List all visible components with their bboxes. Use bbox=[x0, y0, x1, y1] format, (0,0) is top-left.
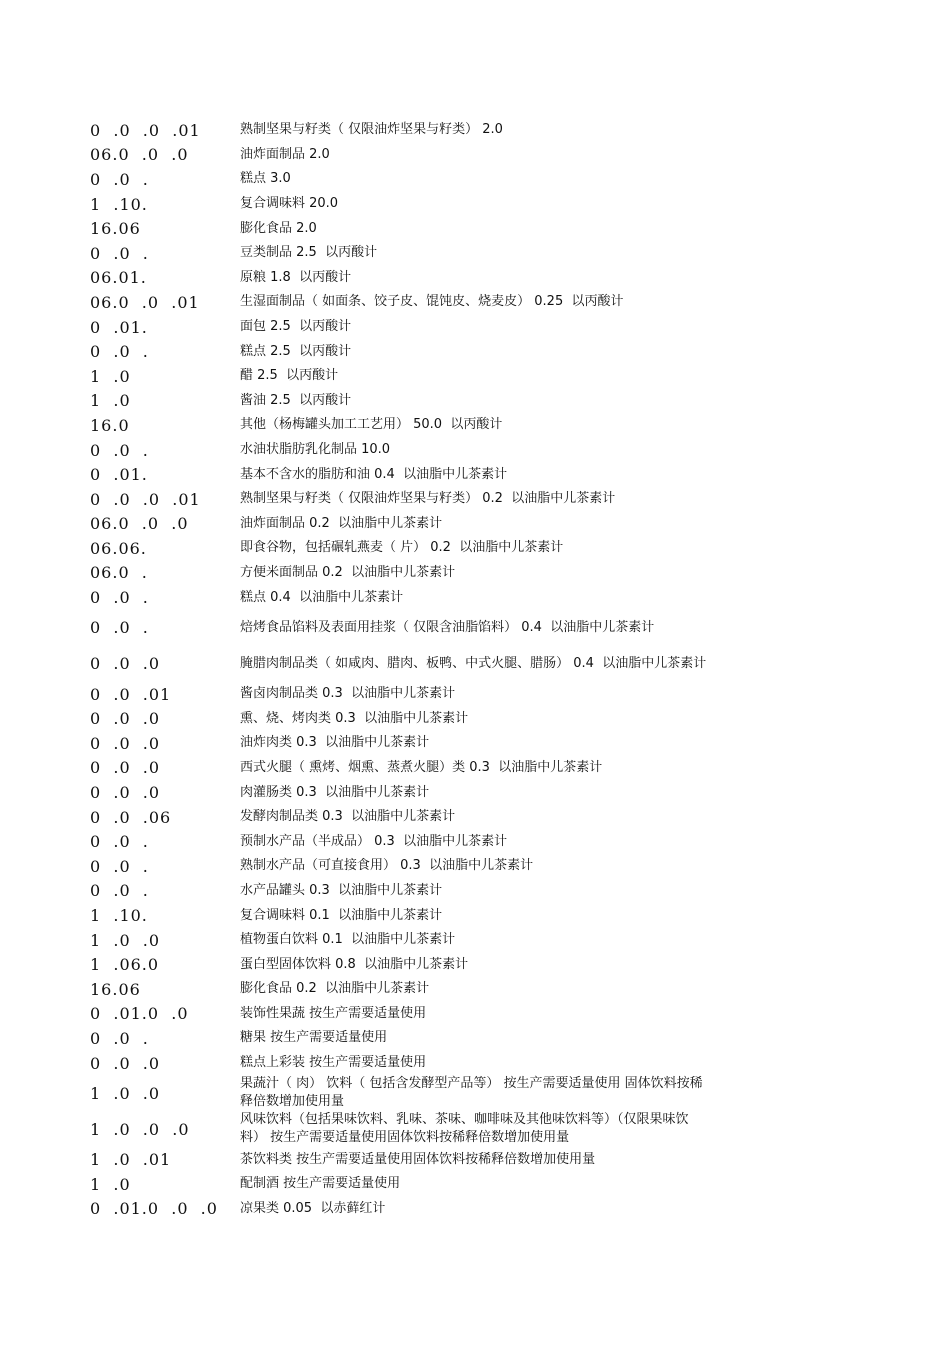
food-category-code: 0 .01.0 .0 bbox=[90, 1004, 189, 1024]
food-category-code: 0 .0 . bbox=[90, 243, 149, 263]
food-category-usage: 酱油 2.5 以丙酸计 bbox=[240, 392, 352, 408]
food-category-usage: 膨化食品 2.0 bbox=[240, 220, 317, 236]
table-row bbox=[90, 1111, 710, 1147]
food-category-code: 1 .0 .0 bbox=[90, 930, 161, 950]
food-category-usage: 风味饮料（包括果味饮料、乳味、茶味、咖啡味及其他味饮料等）（仅限果味饮料） 按生产需要适量使用固体饮料按稀释倍数增加使用量 bbox=[240, 1112, 689, 1146]
table-row bbox=[90, 879, 710, 904]
food-category-code: 0 .0 .0 .01 bbox=[90, 120, 201, 140]
food-category-code: 1 .0 .0 .0 bbox=[90, 1119, 190, 1139]
food-category-code: 0 .0 . bbox=[90, 881, 149, 901]
table-row bbox=[90, 192, 710, 217]
table-row bbox=[90, 756, 710, 781]
food-category-usage: 水产品罐头 0.3 以油脂中儿茶素计 bbox=[240, 882, 443, 898]
table-row bbox=[90, 1147, 710, 1172]
food-category-code: 06.0 .0 .01 bbox=[90, 292, 200, 312]
food-category-code: 16.0 bbox=[90, 415, 130, 435]
food-category-code: 0 .01. bbox=[90, 465, 148, 485]
food-category-code: 1 .0 bbox=[90, 366, 131, 386]
table-row bbox=[90, 1197, 710, 1222]
food-category-usage: 面包 2.5 以丙酸计 bbox=[240, 319, 352, 335]
food-category-usage: 油炸面制品 2.0 bbox=[240, 146, 330, 162]
food-category-code: 0 .0 . bbox=[90, 440, 149, 460]
table-row bbox=[90, 143, 710, 168]
table-row bbox=[90, 829, 710, 854]
food-category-code: 0 .0 .0 bbox=[90, 1053, 161, 1073]
table-row bbox=[90, 118, 710, 143]
food-category-code: 06.0 .0 .0 bbox=[90, 145, 189, 165]
table-row bbox=[90, 731, 710, 756]
table-row bbox=[90, 610, 710, 646]
food-category-code: 16.06 bbox=[90, 979, 141, 999]
food-category-usage: 糕点 0.4 以油脂中儿茶素计 bbox=[240, 589, 404, 605]
food-category-usage: 茶饮料类 按生产需要适量使用固体饮料按稀释倍数增加使用量 bbox=[240, 1151, 596, 1167]
food-category-code: 0 .0 . bbox=[90, 588, 149, 608]
food-category-code: 0 .0 . bbox=[90, 832, 149, 852]
table-row bbox=[90, 364, 710, 389]
table-row bbox=[90, 780, 710, 805]
table-row bbox=[90, 462, 710, 487]
table-row bbox=[90, 854, 710, 879]
food-category-code: 06.0 .0 .0 bbox=[90, 514, 189, 534]
food-category-code: 1 .0 .01 bbox=[90, 1150, 172, 1170]
food-category-usage: 醋 2.5 以丙酸计 bbox=[240, 368, 339, 384]
table-row bbox=[90, 561, 710, 586]
food-category-usage: 复合调味料 20.0 bbox=[240, 196, 339, 212]
table-row bbox=[90, 706, 710, 731]
food-category-usage: 糕点 3.0 bbox=[240, 171, 291, 187]
food-category-usage: 熟制坚果与籽类（ 仅限油炸坚果与籽类） 2.0 bbox=[240, 122, 503, 138]
food-category-code: 1 .10. bbox=[90, 194, 148, 214]
food-category-usage: 豆类制品 2.5 以丙酸计 bbox=[240, 245, 378, 261]
food-category-code: 0 .01.0 .0 .0 bbox=[90, 1199, 218, 1219]
table-row bbox=[90, 438, 710, 463]
food-category-code: 0 .0 .0 bbox=[90, 758, 161, 778]
food-category-code: 0 .0 . bbox=[90, 169, 149, 189]
table-row bbox=[90, 413, 710, 438]
food-category-usage: 熟制水产品（可直接食用） 0.3 以油脂中儿茶素计 bbox=[240, 858, 534, 874]
food-category-code: 0 .0 .0 bbox=[90, 733, 161, 753]
food-category-usage: 方便米面制品 0.2 以油脂中儿茶素计 bbox=[240, 564, 456, 580]
food-category-usage: 酱卤肉制品类 0.3 以油脂中儿茶素计 bbox=[240, 686, 456, 702]
food-category-code: 1 .10. bbox=[90, 906, 148, 926]
food-category-code: 0 .0 .0 bbox=[90, 783, 161, 803]
food-category-usage: 糕点上彩装 按生产需要适量使用 bbox=[240, 1055, 427, 1071]
food-category-usage: 其他（杨梅罐头加工工艺用） 50.0 以丙酸计 bbox=[240, 417, 503, 433]
table-row bbox=[90, 290, 710, 315]
food-category-usage: 预制水产品（半成品） 0.3 以油脂中儿茶素计 bbox=[240, 833, 508, 849]
food-category-usage: 复合调味料 0.1 以油脂中儿茶素计 bbox=[240, 907, 443, 923]
food-category-code: 0 .0 .0 bbox=[90, 654, 161, 674]
food-category-usage: 蛋白型固体饮料 0.8 以油脂中儿茶素计 bbox=[240, 956, 469, 972]
food-category-usage: 熏、烧、烤肉类 0.3 以油脂中儿茶素计 bbox=[240, 710, 469, 726]
food-category-usage: 基本不含水的脂肪和油 0.4 以油脂中儿茶素计 bbox=[240, 466, 508, 482]
table-row bbox=[90, 487, 710, 512]
table-row bbox=[90, 512, 710, 537]
food-category-code: 0 .0 . bbox=[90, 1028, 149, 1048]
table-row bbox=[90, 1002, 710, 1027]
table-row bbox=[90, 805, 710, 830]
table-row bbox=[90, 389, 710, 414]
food-category-usage: 油炸面制品 0.2 以油脂中儿茶素计 bbox=[240, 515, 443, 531]
food-category-code: 1 .06.0 bbox=[90, 955, 160, 975]
food-category-code: 0 .0 . bbox=[90, 856, 149, 876]
table-row bbox=[90, 167, 710, 192]
food-category-usage: 水油状脂肪乳化制品 10.0 bbox=[240, 442, 391, 458]
food-category-code: 0 .0 .0 bbox=[90, 709, 161, 729]
table-row bbox=[90, 903, 710, 928]
table-row bbox=[90, 977, 710, 1002]
table-row bbox=[90, 646, 710, 682]
table-row bbox=[90, 1051, 710, 1076]
food-category-code: 06.01. bbox=[90, 268, 147, 288]
food-category-usage: 西式火腿（ 熏烤、烟熏、蒸煮火腿）类 0.3 以油脂中儿茶素计 bbox=[240, 759, 603, 775]
food-category-code: 0 .0 . bbox=[90, 342, 149, 362]
food-category-code: 0 .0 . bbox=[90, 618, 149, 638]
table-row bbox=[90, 315, 710, 340]
food-category-code: 1 .0 bbox=[90, 1174, 131, 1194]
food-category-usage: 原粮 1.8 以丙酸计 bbox=[240, 269, 352, 285]
table-row bbox=[90, 241, 710, 266]
table-row bbox=[90, 339, 710, 364]
food-category-usage: 焙烤食品馅料及表面用挂浆（ 仅限含油脂馅料） 0.4 以油脂中儿茶素计 bbox=[240, 619, 655, 635]
table-row bbox=[90, 216, 710, 241]
table-row bbox=[90, 1172, 710, 1197]
food-category-code: 06.06. bbox=[90, 538, 147, 558]
table-row bbox=[90, 952, 710, 977]
food-category-usage: 配制酒 按生产需要适量使用 bbox=[240, 1176, 401, 1192]
food-category-usage: 生湿面制品（ 如面条、饺子皮、馄饨皮、烧麦皮） 0.25 以丙酸计 bbox=[240, 294, 624, 310]
table-row bbox=[90, 266, 710, 291]
food-category-usage: 油炸肉类 0.3 以油脂中儿茶素计 bbox=[240, 735, 430, 751]
food-category-usage: 糕点 2.5 以丙酸计 bbox=[240, 343, 352, 359]
food-category-code: 1 .0 bbox=[90, 391, 131, 411]
food-category-code: 06.0 . bbox=[90, 563, 148, 583]
food-category-code: 0 .0 .06 bbox=[90, 807, 172, 827]
food-category-usage: 即食谷物，包括碾轧燕麦（ 片） 0.2 以油脂中儿茶素计 bbox=[240, 540, 564, 556]
additive-usage-list bbox=[90, 118, 710, 1221]
table-row bbox=[90, 682, 710, 707]
table-row bbox=[90, 536, 710, 561]
food-category-code: 16.06 bbox=[90, 219, 141, 239]
food-category-usage: 植物蛋白饮料 0.1 以油脂中儿茶素计 bbox=[240, 932, 456, 948]
table-row bbox=[90, 1075, 710, 1111]
food-category-usage: 凉果类 0.05 以赤藓红计 bbox=[240, 1200, 386, 1216]
food-category-usage: 发酵肉制品类 0.3 以油脂中儿茶素计 bbox=[240, 809, 456, 825]
food-category-usage: 装饰性果蔬 按生产需要适量使用 bbox=[240, 1005, 427, 1021]
table-row bbox=[90, 1026, 710, 1051]
food-category-usage: 糖果 按生产需要适量使用 bbox=[240, 1030, 388, 1046]
food-category-usage: 膨化食品 0.2 以油脂中儿茶素计 bbox=[240, 981, 430, 997]
table-row bbox=[90, 585, 710, 610]
food-category-usage: 肉灌肠类 0.3 以油脂中儿茶素计 bbox=[240, 784, 430, 800]
food-category-usage: 熟制坚果与籽类（ 仅限油炸坚果与籽类） 0.2 以油脂中儿茶素计 bbox=[240, 491, 616, 507]
food-category-code: 0 .0 .0 .01 bbox=[90, 489, 201, 509]
food-category-usage: 果蔬汁（ 肉） 饮料（ 包括含发酵型产品等） 按生产需要适量使用 固体饮料按稀释倍数增加使用量 bbox=[240, 1076, 703, 1110]
food-category-code: 0 .0 .01 bbox=[90, 684, 172, 704]
table-row bbox=[90, 928, 710, 953]
food-category-code: 0 .01. bbox=[90, 317, 148, 337]
food-category-code: 1 .0 .0 bbox=[90, 1083, 161, 1103]
food-category-usage: 腌腊肉制品类（ 如咸肉、腊肉、板鸭、中式火腿、腊肠） 0.4 以油脂中儿茶素计 bbox=[240, 655, 707, 671]
